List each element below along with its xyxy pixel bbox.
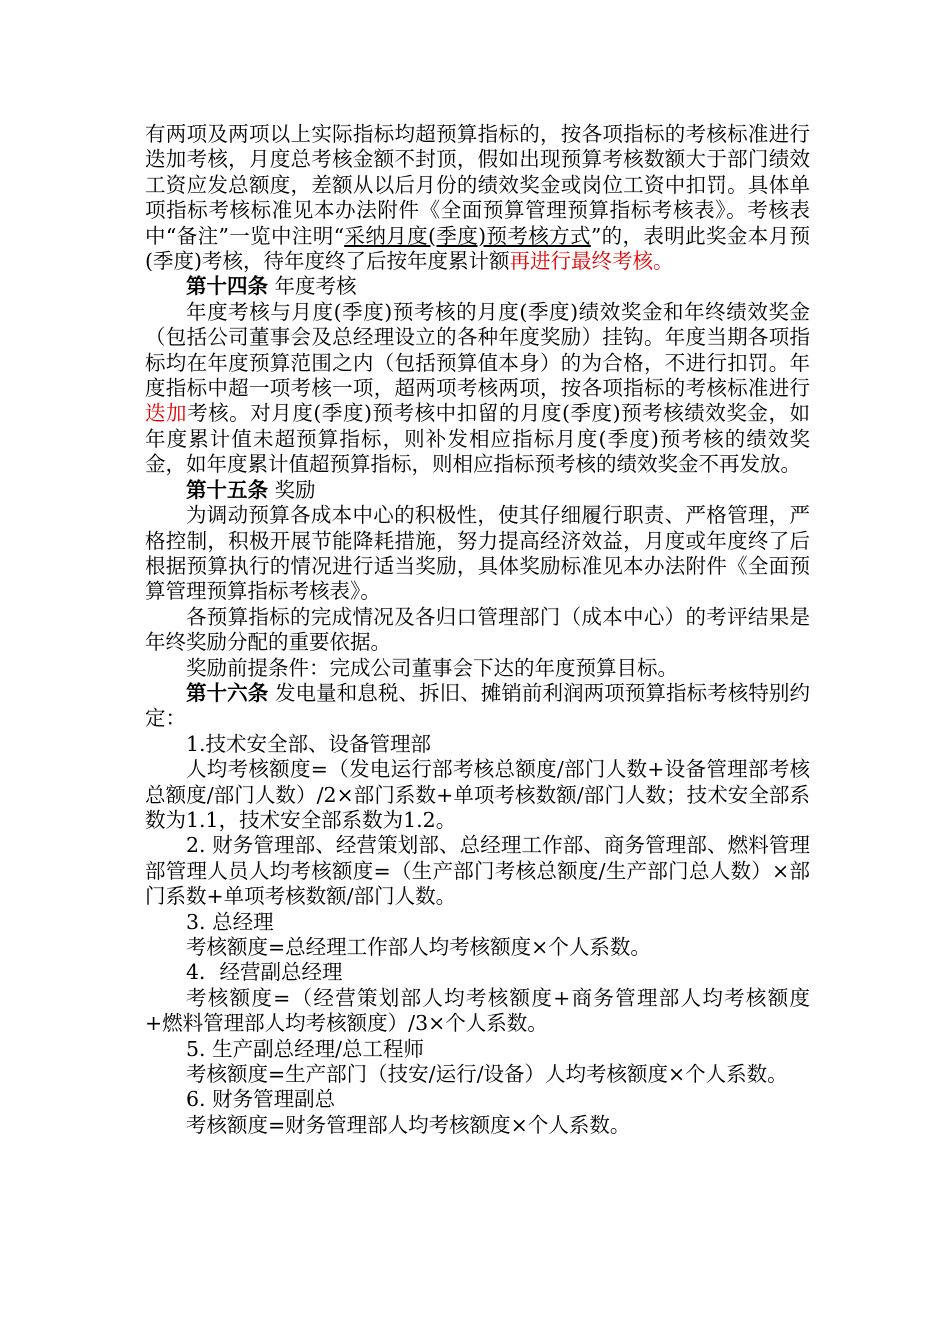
paragraph-reward-condition: 奖励前提条件：完成公司董事会下达的年度预算目标。 [186,655,678,680]
text-span: ”的，表明此奖金本月预(季度)考核，待年度终了后按年度累计额 [145,223,810,274]
item-1-text: 人均考核额度=（发电运行部考核总额度/部门人数+设备管理部考核总额度/部门人数）/2×部门系数+单项考核数额/部门人数；技术安全部系数为1.1，技术安全部系数为1.2。 [145,757,810,832]
article-number: 第十五条 [186,477,268,502]
underlined-text: 采纳月度(季度)预考核方式 [344,223,591,248]
item-6-text: 考核额度=财务管理部人均考核额度×个人系数。 [186,1112,631,1137]
article-14-heading [145,274,810,299]
text-span: 有两项及两项以上实际指标均超预算指标的，按各项指标的考核标准进行迭加考核，月度总考核金额不封顶，假如出现预算考核数额大于部门绩效工资应发总额度，差额从以后月份的绩效奖金或岗位工资中扣罚。具体单项指标考核标准见本办法附件《全面预算管理预算指标考核表》。考核表中“备注”一览中注明“ [145,122,810,248]
article-number: 第十六条 [186,680,269,705]
paragraph-reward-basis: 各预算指标的完成情况及各归口管理部门（成本中心）的考评结果是年终奖励分配的重要依据。 [145,604,810,655]
item-6-heading: 6. 财务管理副总 [186,1087,336,1112]
article-title: 年度考核 [268,274,357,299]
article-title: 发电量和息税、拆旧、摊销前利润两项预算指标考核特别约定： [145,680,811,731]
article-16-heading [145,681,810,732]
paragraph-reward: 为调动预算各成本中心的积极性，使其仔细履行职责、严格管理，严格控制，积极开展节能降耗措施，努力提高经济效益，月度或年度终了后根据预算执行的情况进行适当奖励，具体奖励标准见本办法附件《全面预算管理预算指标考核表》。 [145,503,810,604]
item-4-heading: 4．经营副总经理 [186,960,343,985]
item-3-heading: 3. 总经理 [186,909,274,934]
paragraph-annual-assessment [145,300,810,478]
item-5-heading: 5. 生产副总经理/总工程师 [186,1036,424,1061]
item-1-heading: 1.技术安全部、设备管理部 [186,731,432,756]
item-4-text: 考核额度=（经营策划部人均考核额度+商务管理部人均考核额度+燃料管理部人均考核额度）/3×个人系数。 [145,985,810,1036]
article-number: 第十四条 [186,274,268,299]
item-5-text: 考核额度=生产部门（技安/运行/设备）人均考核额度×个人系数。 [186,1062,788,1087]
article-title: 奖励 [268,477,316,502]
document-page [145,122,810,1138]
text-span: 年度考核与月度(季度)预考核的月度(季度)绩效奖金和年终绩效奖金（包括公司董事会及总经理设立的各种年度奖励）挂钩。年度当期各项指标均在年度预算范围之内（包括预算值本身）的为合格，不进行扣罚。年度指标中超一项考核一项，超两项考核两项，按各项指标的考核标准进行 [145,299,810,401]
item-3-text: 考核额度=总经理工作部人均考核额度×个人系数。 [186,935,651,959]
highlighted-text: 迭加 [145,401,188,426]
paragraph-monthly-assessment [145,122,810,274]
article-15-heading [145,478,810,503]
text-span: 考核。对月度(季度)预考核中扣留的月度(季度)预考核绩效奖金，如年度累计值未超预算指标，则补发相应指标月度(季度)预考核的绩效奖金，如年度累计值超预算指标，则相应指标预考核的绩效奖金不再发放。 [145,401,810,477]
item-2-text: 2. 财务管理部、经营策划部、总经理工作部、商务管理部、燃料管理部管理人员人均考核额度=（生产部门考核总额度/生产部门总人数）×部门系数+单项考核数额/部门人数。 [145,833,810,909]
highlighted-text: 再进行最终考核。 [509,249,674,274]
